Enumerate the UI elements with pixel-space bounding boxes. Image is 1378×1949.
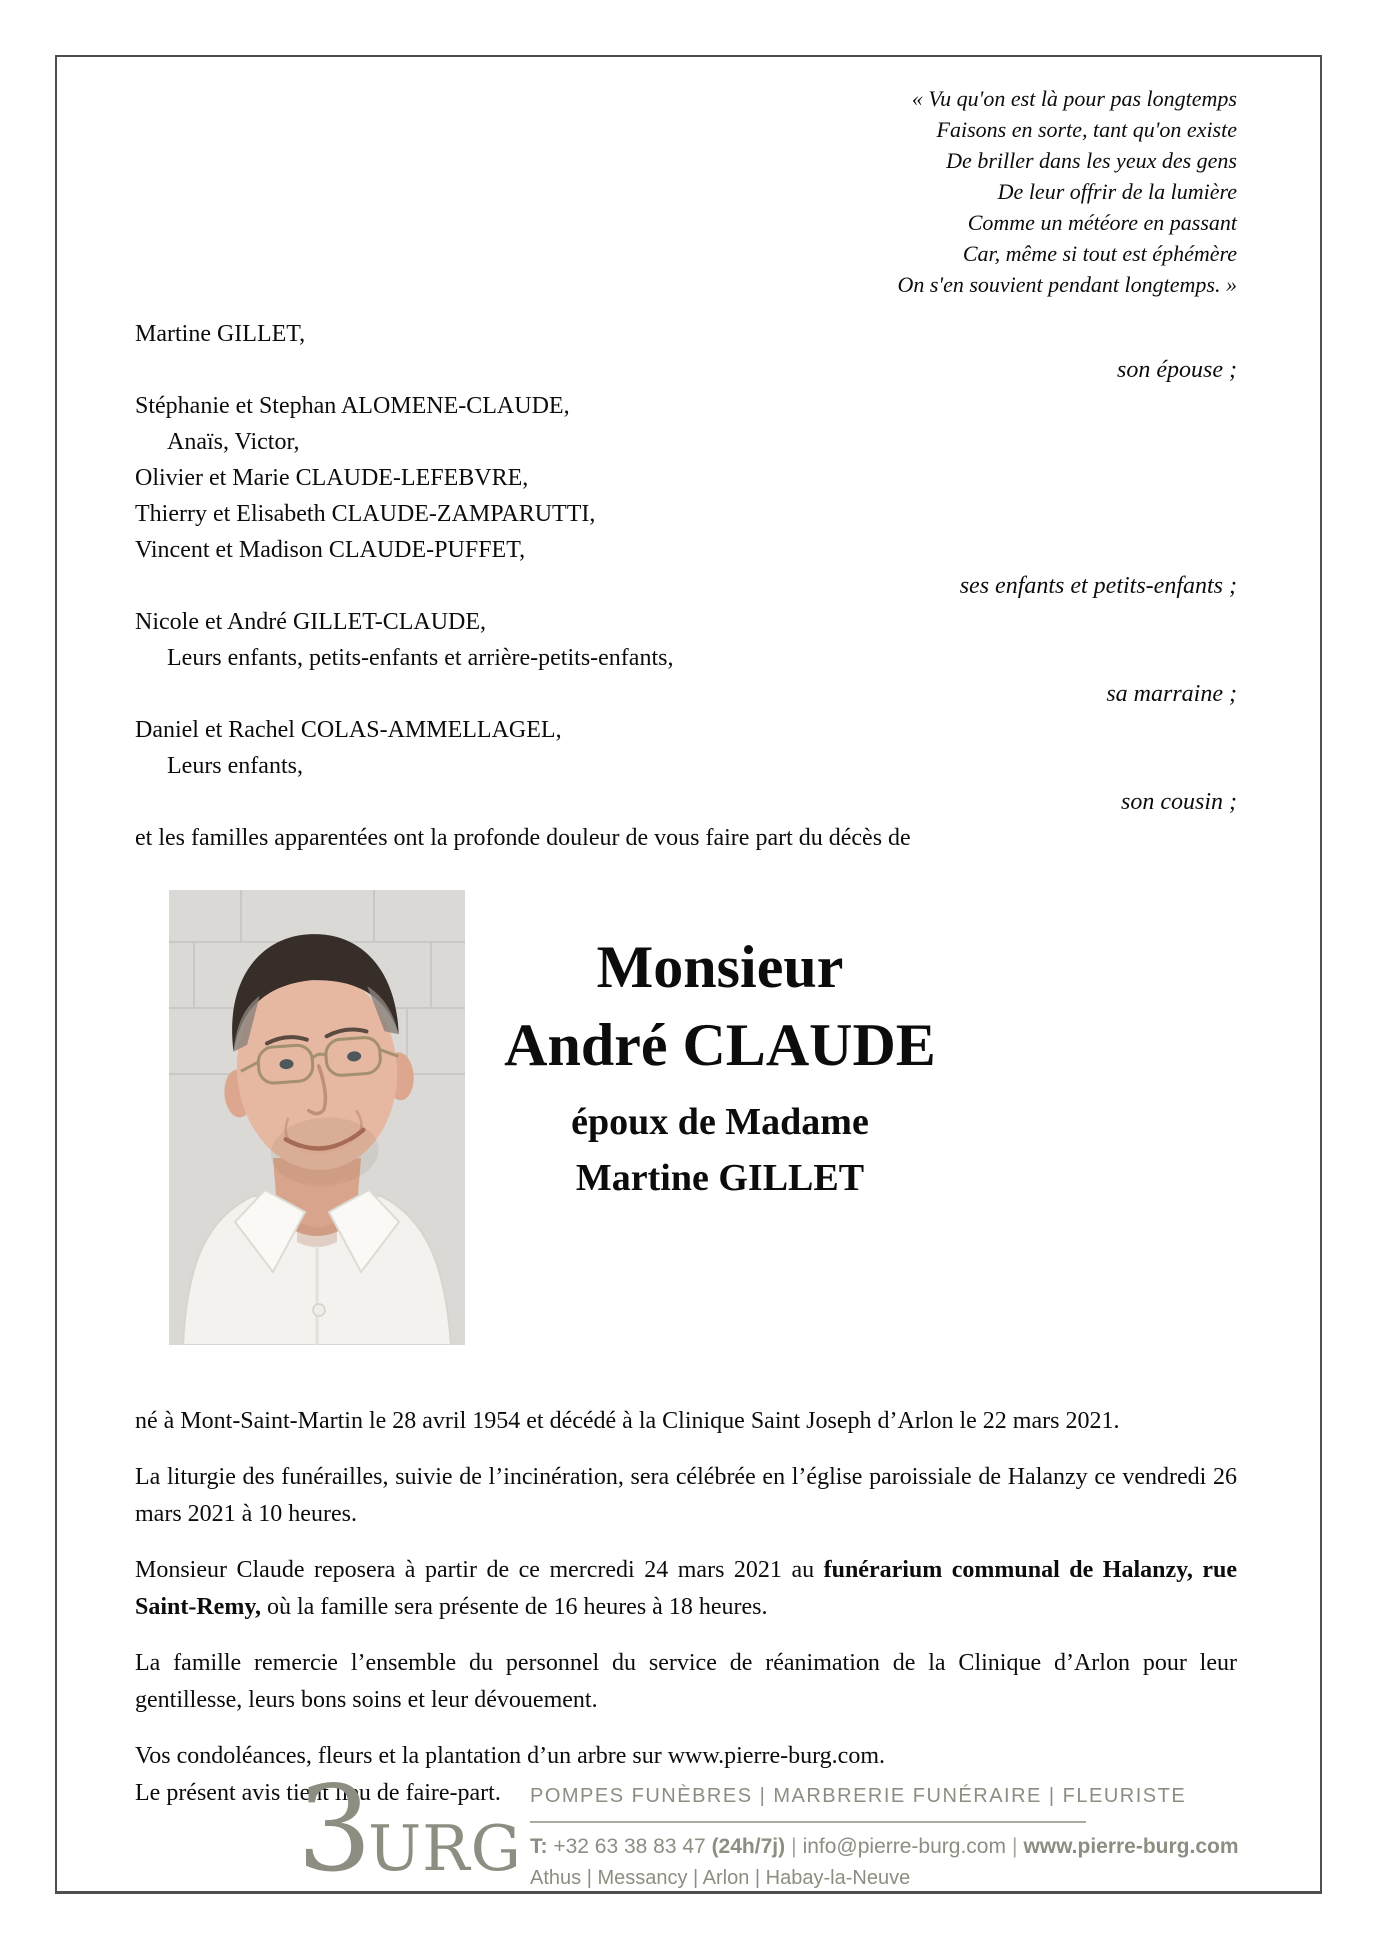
separator: | [1011, 1835, 1018, 1858]
photo-and-title-row [135, 890, 1237, 1345]
relation-label: son cousin ; [1121, 789, 1237, 815]
announcement-body [135, 1403, 1237, 1812]
contact-line [530, 1835, 1239, 1859]
mourners-list [135, 316, 1237, 820]
deceased-portrait-photo [169, 890, 465, 1345]
phone-number: +32 63 38 83 47 [547, 1835, 712, 1858]
email-address: info@pierre-burg.com [802, 1835, 1006, 1858]
deceased-name: André CLAUDE [504, 1012, 936, 1078]
deceased-honorific: Monsieur [596, 934, 844, 1000]
mourner-children: Leurs enfants, petits-enfants et arrière-petits-enfants, [167, 645, 674, 671]
mourner-children: Anaïs, Victor, [167, 429, 300, 455]
funerarium-paragraph [135, 1552, 1237, 1626]
page-border-frame [55, 55, 1322, 1898]
services-line: POMPES FUNÈBRES | MARBRERIE FUNÉRAIRE | FLEURISTE [530, 1785, 1086, 1823]
mourner-name: Vincent et Madison CLAUDE-PUFFET, [135, 537, 526, 563]
mourner-name: Thierry et Elisabeth CLAUDE-ZAMPARUTTI, [135, 501, 596, 527]
mourner-name: Martine GILLET, [135, 321, 306, 347]
poem-line: On s'en souvient pendant longtemps. » [897, 272, 1237, 297]
poem-line: Faisons en sorte, tant qu'on existe [936, 117, 1237, 142]
funerarium-hours: où la famille sera présente de 16 heures à 18 heures. [261, 1594, 768, 1620]
deceased-title-block [465, 932, 975, 1206]
memorial-poem [135, 83, 1237, 300]
burg-logo-b-glyph: 3 [297, 1760, 369, 1898]
burg-logo [297, 1760, 522, 1898]
cities-line: Athus | Messancy | Arlon | Habay-la-Neuve [530, 1867, 911, 1889]
mourner-name: Daniel et Rachel COLAS-AMMELLAGEL, [135, 717, 562, 743]
deceased-spouse-line2: Martine GILLET [575, 1157, 865, 1199]
deceased-spouse-line1: époux de Madame [571, 1101, 869, 1143]
birth-death-paragraph: né à Mont-Saint-Martin le 28 avril 1954 et décédé à la Clinique Saint Joseph d’Arlon le 22 mars 2021. [135, 1408, 1120, 1434]
mourner-name: Nicole et André GILLET-CLAUDE, [135, 609, 487, 635]
condolences-paragraph: Vos condoléances, fleurs et la plantation d’un arbre sur www.pierre-burg.com. [135, 1743, 885, 1769]
funerarium-text: Monsieur Claude reposera à partir de ce mercredi 24 mars 2021 au [135, 1557, 824, 1583]
poem-line: De leur offrir de la lumière [997, 179, 1237, 204]
burg-logo-urg: URG [368, 1812, 522, 1885]
phone-hours: (24h/7j) [711, 1835, 786, 1858]
poem-line: De briller dans les yeux des gens [946, 148, 1237, 173]
relation-label: ses enfants et petits-enfants ; [959, 573, 1237, 599]
funerarium-address: funérarium communal de Halanzy, rue Saint-Remy, [135, 1557, 1237, 1620]
announcement-intro: et les familles apparentées ont la profonde douleur de vous faire part du décès de [135, 825, 911, 851]
poem-line: « Vu qu'on est là pour pas longtemps [911, 86, 1237, 111]
liturgy-paragraph: La liturgie des funérailles, suivie de l’incinération, sera célébrée en l’église paroissiale de Halanzy ce vendredi 26 mars 2021 à 10 heures. [135, 1464, 1237, 1527]
separator: | [791, 1835, 797, 1858]
poem-line: Comme un météore en passant [967, 210, 1237, 235]
mourner-name: Stéphanie et Stephan ALOMENE-CLAUDE, [135, 393, 570, 419]
phone-label: T: [530, 1835, 548, 1858]
poem-line: Car, même si tout est éphémère [962, 241, 1237, 266]
website-url: www.pierre-burg.com [1023, 1835, 1239, 1858]
funeral-home-info [530, 1785, 1239, 1890]
notice-paragraph: Le présent avis tient lieu de faire-part. [135, 1780, 501, 1806]
mourner-children: Leurs enfants, [167, 753, 303, 779]
thanks-paragraph: La famille remercie l’ensemble du personnel du service de réanimation de la Clinique d’Arlon pour leur gentillesse, leurs bons soins et leur dévouement. [135, 1650, 1237, 1713]
portrait-illustration [169, 890, 465, 1345]
relation-label: sa marraine ; [1106, 681, 1237, 707]
mourner-name: Olivier et Marie CLAUDE-LEFEBVRE, [135, 465, 529, 491]
relation-label: son épouse ; [1117, 357, 1237, 383]
